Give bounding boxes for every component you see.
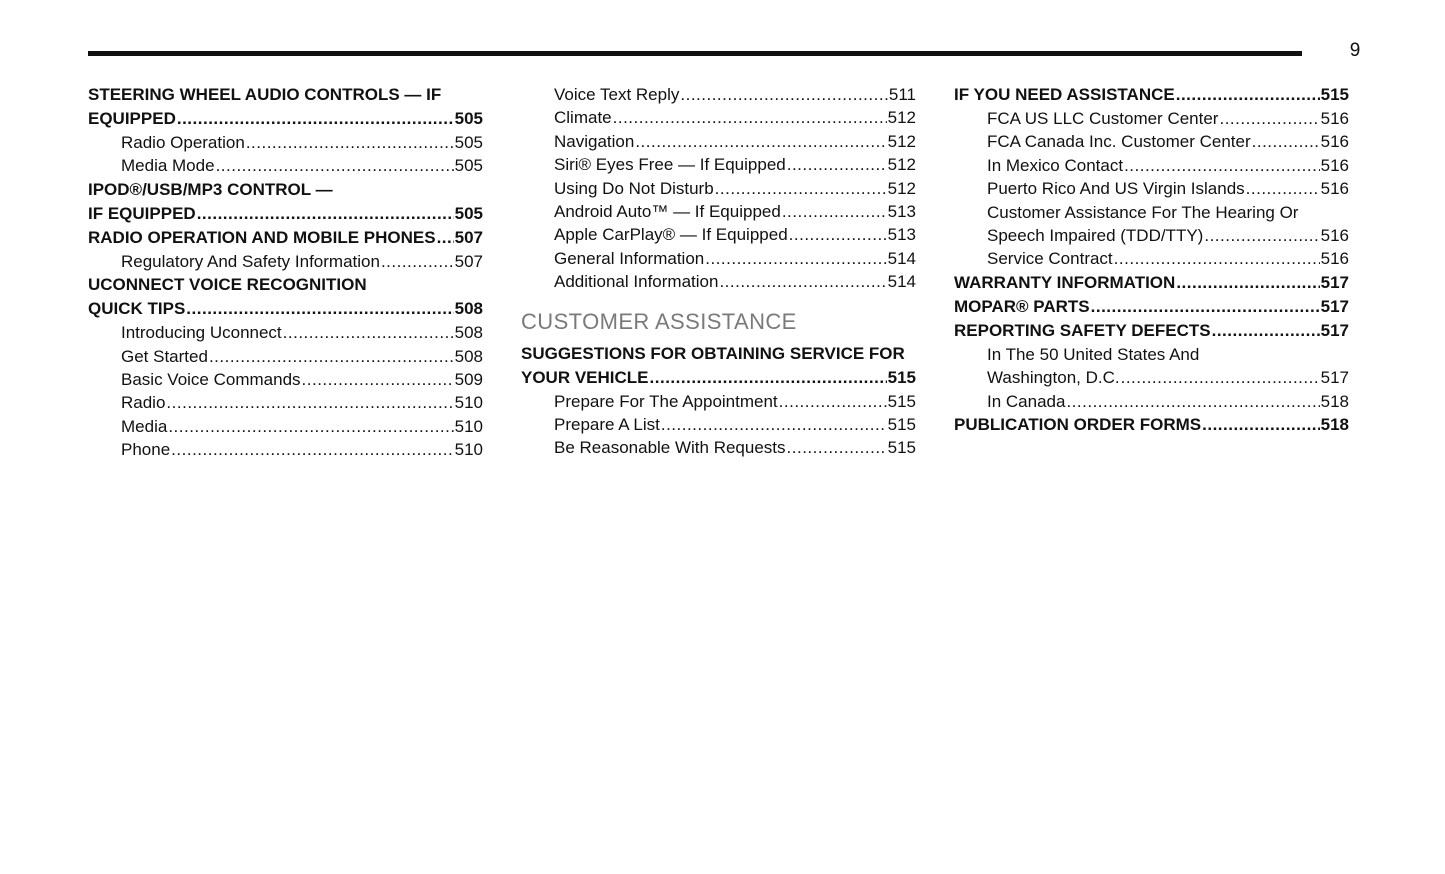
toc-subentry[interactable]: [954, 130, 1349, 153]
toc-subentry[interactable]: [88, 154, 483, 177]
toc-dot-leader: [1202, 413, 1320, 437]
toc-section-entry[interactable]: [88, 226, 483, 250]
toc-entry-title: Radio: [121, 393, 166, 413]
toc-page-number: 514: [887, 248, 916, 268]
toc-entry-title: Using Do Not Disturb: [554, 178, 714, 198]
toc-page-number: 512: [887, 131, 916, 151]
toc-entry-title: REPORTING SAFETY DEFECTS: [954, 320, 1211, 340]
toc-section-entry[interactable]: [88, 202, 483, 226]
toc-page-number: 517: [1320, 272, 1349, 292]
toc-dot-leader: [216, 154, 454, 177]
toc-section-entry[interactable]: [88, 83, 483, 107]
toc-dot-leader: [1204, 224, 1319, 247]
toc-entry-title: MOPAR® PARTS: [954, 296, 1090, 316]
toc-entry-title: Be Reasonable With Requests: [554, 438, 786, 458]
toc-dot-leader: [302, 368, 454, 391]
toc-page-number: 516: [1320, 132, 1349, 152]
toc-subentry[interactable]: [521, 390, 916, 413]
toc-section-entry[interactable]: [88, 107, 483, 131]
toc-dot-leader: [381, 250, 454, 273]
toc-entry-title: Prepare A List: [554, 414, 660, 434]
toc-entry-title: Media: [121, 416, 168, 436]
toc-dot-leader: [787, 153, 887, 176]
toc-dot-leader: [1219, 107, 1319, 130]
toc-page-number: 518: [1320, 414, 1349, 434]
toc-section-entry[interactable]: [521, 366, 916, 390]
toc-entry-title: In The 50 United States And: [987, 344, 1200, 364]
toc-subentry[interactable]: [521, 200, 916, 223]
toc-entry-title: IF YOU NEED ASSISTANCE: [954, 85, 1175, 104]
toc-page-number: 515: [887, 414, 916, 434]
toc-page-number: 512: [887, 108, 916, 128]
toc-subentry[interactable]: [954, 224, 1349, 247]
toc-entry-title: In Mexico Contact: [987, 155, 1124, 175]
toc-dot-leader: [680, 83, 888, 106]
toc-page-number: 512: [887, 155, 916, 175]
toc-dot-leader: [1252, 130, 1320, 153]
toc-dot-leader: [209, 345, 454, 368]
toc-page-number: 513: [887, 225, 916, 245]
toc-entry-title: Voice Text Reply: [554, 85, 680, 104]
toc-entry-title: RADIO OPERATION AND MOBILE PHONES: [88, 227, 436, 247]
toc-page-number: 517: [1320, 368, 1349, 388]
toc-entry-title: WARRANTY INFORMATION: [954, 272, 1176, 292]
toc-subentry[interactable]: [521, 247, 916, 270]
toc-dot-leader: [1121, 366, 1320, 389]
toc-subentry[interactable]: [521, 153, 916, 176]
toc-subentry[interactable]: [521, 106, 916, 129]
toc-subentry[interactable]: [954, 247, 1349, 270]
toc-dot-leader: [168, 415, 453, 438]
toc-dot-leader: [715, 177, 887, 200]
toc-entry-title: Android Auto™ — If Equipped: [554, 201, 781, 221]
toc-subentry[interactable]: [88, 321, 483, 344]
toc-page-number: 513: [887, 201, 916, 221]
toc-subentry[interactable]: [521, 130, 916, 153]
toc-column-2: [521, 83, 916, 460]
toc-section-entry[interactable]: [954, 83, 1349, 107]
toc-column-1: [88, 83, 483, 462]
toc-dot-leader: [613, 106, 887, 129]
toc-page-number: 505: [454, 203, 483, 223]
toc-page-number: 517: [1320, 296, 1349, 316]
toc-page-number: 507: [454, 227, 483, 247]
toc-section-entry[interactable]: [88, 273, 483, 297]
toc-entry-title: Prepare For The Appointment: [554, 391, 778, 411]
toc-entry-title: Puerto Rico And US Virgin Islands: [987, 179, 1245, 199]
toc-page-number: 516: [1320, 109, 1349, 128]
toc-page-number: 509: [454, 369, 483, 389]
toc-entry-title: Get Started: [121, 346, 208, 366]
toc-subentry[interactable]: [954, 177, 1349, 200]
toc-section-entry[interactable]: [88, 297, 483, 321]
toc-entry-title: PUBLICATION ORDER FORMS: [954, 414, 1202, 434]
toc-entry-title: Radio Operation: [121, 133, 245, 152]
toc-dot-leader: [1176, 271, 1319, 295]
toc-page-number: 508: [454, 346, 483, 366]
toc-entry-title: STEERING WHEEL AUDIO CONTROLS — IF: [88, 85, 442, 104]
toc-subentry[interactable]: [521, 83, 916, 106]
toc-subentry[interactable]: [521, 177, 916, 200]
toc-entry-title: Apple CarPlay® — If Equipped: [554, 225, 788, 245]
toc-page-number: 510: [454, 440, 483, 460]
toc-dot-leader: [166, 391, 453, 414]
toc-entry-title: Regulatory And Safety Information: [121, 251, 380, 271]
toc-subentry[interactable]: [88, 415, 483, 438]
toc-entry-title: Additional Information: [554, 272, 719, 292]
toc-section-entry[interactable]: [88, 178, 483, 202]
toc-page-number: 508: [454, 299, 483, 319]
toc-dot-leader: [283, 321, 454, 344]
toc-subentry[interactable]: [88, 368, 483, 391]
toc-section-entry[interactable]: [954, 271, 1349, 295]
toc-entry-title: Customer Assistance For The Hearing Or: [987, 202, 1299, 222]
toc-subentry[interactable]: [954, 366, 1349, 389]
toc-entry-title: SUGGESTIONS FOR OBTAINING SERVICE FOR: [521, 343, 905, 363]
section-heading: CUSTOMER ASSISTANCE: [521, 308, 797, 334]
toc-page-number: 511: [888, 85, 916, 104]
toc-entry-title: Navigation: [554, 131, 635, 151]
toc-page-number: 507: [454, 251, 483, 271]
toc-page-number: 515: [1320, 85, 1349, 104]
toc-subentry[interactable]: [954, 390, 1349, 413]
header-rule: [88, 51, 1302, 56]
toc-page-number: 515: [887, 391, 916, 411]
toc-subentry[interactable]: [954, 343, 1349, 366]
toc-subentry[interactable]: [88, 131, 483, 154]
toc-dot-leader: [661, 413, 887, 436]
toc-subentry[interactable]: [954, 201, 1349, 224]
page-number: 9: [1349, 40, 1361, 61]
toc-dot-leader: [1124, 154, 1320, 177]
toc-dot-leader: [1246, 177, 1320, 200]
toc-page-number: 516: [1320, 179, 1349, 199]
toc-page-number: 518: [1320, 391, 1349, 411]
toc-subentry[interactable]: [521, 223, 916, 246]
toc-page-number: 516: [1320, 155, 1349, 175]
toc-subentry[interactable]: [521, 270, 916, 293]
toc-dot-leader: [1091, 295, 1320, 319]
toc-page-number: 510: [454, 416, 483, 436]
toc-dot-leader: [1114, 247, 1320, 270]
toc-column-2-top: [521, 83, 916, 294]
toc-entry-title: EQUIPPED: [88, 109, 176, 128]
toc-dot-leader: [1066, 390, 1319, 413]
toc-subentry[interactable]: [88, 391, 483, 414]
toc-dot-leader: [705, 247, 886, 270]
toc-entry-title: IPOD®/USB/MP3 CONTROL —: [88, 179, 333, 199]
toc-dot-leader: [779, 390, 887, 413]
toc-page-number: 515: [887, 438, 916, 458]
toc-entry-title: Phone: [121, 440, 171, 460]
toc-dot-leader: [197, 202, 454, 226]
toc-dot-leader: [437, 226, 454, 250]
toc-page-number: 508: [454, 323, 483, 343]
toc-page-number: 512: [887, 178, 916, 198]
toc-entry-title: QUICK TIPS: [88, 299, 186, 319]
toc-subentry[interactable]: [88, 250, 483, 273]
toc-dot-leader: [650, 366, 887, 390]
toc-entry-title: Speech Impaired (TDD/TTY): [987, 225, 1204, 245]
toc-entry-title: Media Mode: [121, 156, 215, 176]
toc-dot-leader: [787, 436, 887, 459]
toc-entry-title: Introducing Uconnect: [121, 323, 282, 343]
toc-dot-leader: [789, 223, 887, 246]
toc-entry-title: In Canada: [987, 391, 1066, 411]
toc-entry-title: FCA US LLC Customer Center: [987, 109, 1219, 128]
toc-dot-leader: [171, 438, 453, 461]
toc-column-3: [954, 83, 1349, 437]
toc-subentry[interactable]: [88, 438, 483, 461]
toc-dot-leader: [635, 130, 886, 153]
toc-dot-leader: [177, 107, 454, 131]
toc-subentry[interactable]: [521, 413, 916, 436]
toc-page-number: 505: [454, 133, 483, 152]
toc-page-number: 516: [1320, 249, 1349, 269]
toc-entry-title: IF EQUIPPED: [88, 203, 196, 223]
toc-entry-title: Service Contract: [987, 249, 1113, 269]
toc-section-entry[interactable]: [521, 342, 916, 366]
toc-page-number: 516: [1320, 225, 1349, 245]
toc-dot-leader: [246, 131, 454, 154]
toc-dot-leader: [186, 297, 453, 321]
toc-entry-title: Washington, D.C.: [987, 368, 1120, 388]
toc-subentry[interactable]: [521, 436, 916, 459]
toc-page-number: 514: [887, 272, 916, 292]
toc-page-number: 510: [454, 393, 483, 413]
toc-subentry[interactable]: [954, 154, 1349, 177]
toc-entry-title: Basic Voice Commands: [121, 369, 301, 389]
toc-column-2-bottom: [521, 342, 916, 460]
toc-section-entry[interactable]: [954, 319, 1349, 343]
toc-dot-leader: [1176, 83, 1320, 107]
toc-page-number: 505: [454, 109, 483, 128]
toc-dot-leader: [782, 200, 887, 223]
toc-section-entry[interactable]: [954, 295, 1349, 319]
toc-dot-leader: [1212, 319, 1320, 343]
toc-subentry[interactable]: [954, 107, 1349, 130]
toc-subentry[interactable]: [88, 345, 483, 368]
toc-page-number: 517: [1320, 320, 1349, 340]
toc-dot-leader: [719, 270, 886, 293]
toc-entry-title: Climate: [554, 108, 612, 128]
toc-page-number: 515: [887, 367, 916, 387]
toc-entry-title: General Information: [554, 248, 705, 268]
toc-page-number: 505: [454, 156, 483, 176]
toc-entry-title: FCA Canada Inc. Customer Center: [987, 132, 1251, 152]
toc-entry-title: Siri® Eyes Free — If Equipped: [554, 155, 786, 175]
toc-entry-title: UCONNECT VOICE RECOGNITION: [88, 275, 367, 295]
toc-section-entry[interactable]: [954, 413, 1349, 437]
toc-entry-title: YOUR VEHICLE: [521, 367, 649, 387]
